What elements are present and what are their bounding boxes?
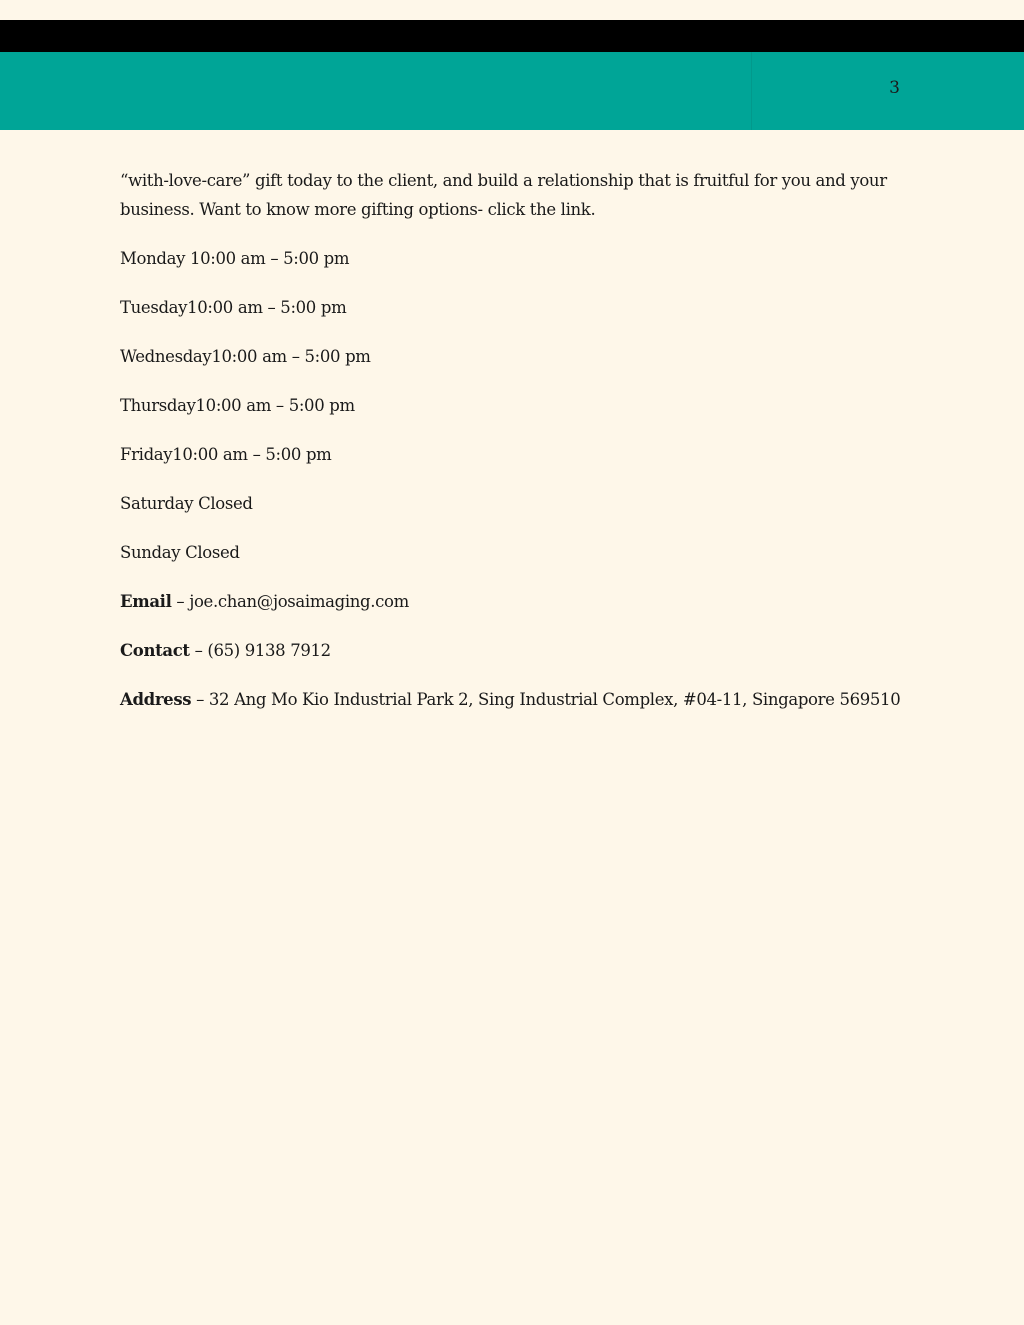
top-margin	[0, 0, 1024, 20]
page-body	[120, 166, 910, 734]
hours-sunday: Sunday Closed	[120, 543, 240, 562]
contact-value: – (65) 9138 7912	[189, 641, 331, 660]
email-line	[120, 587, 910, 616]
intro-paragraph: “with-love-care” gift today to the client, and build a relationship that is fruitful for you and your business. Want to know more gifting options- click the link.	[120, 171, 887, 219]
header-black-band	[0, 20, 1024, 52]
hours-thursday: Thursday10:00 am – 5:00 pm	[120, 396, 355, 415]
hours-tuesday: Tuesday10:00 am – 5:00 pm	[120, 298, 347, 317]
hours-saturday: Saturday Closed	[120, 494, 253, 513]
contact-line	[120, 636, 910, 665]
address-value: – 32 Ang Mo Kio Industrial Park 2, Sing Industrial Complex, #04-11, Singapore 569510	[191, 690, 901, 709]
email-value: – joe.chan@josaimaging.com	[171, 592, 409, 611]
address-line	[120, 685, 910, 714]
email-label: Email	[120, 592, 172, 611]
header-band-divider	[751, 52, 752, 130]
contact-label: Contact	[120, 641, 190, 660]
address-label: Address	[120, 690, 192, 709]
hours-friday: Friday10:00 am – 5:00 pm	[120, 445, 332, 464]
hours-monday: Monday 10:00 am – 5:00 pm	[120, 249, 350, 268]
page-number: 3	[889, 78, 900, 98]
hours-wednesday: Wednesday10:00 am – 5:00 pm	[120, 347, 371, 366]
